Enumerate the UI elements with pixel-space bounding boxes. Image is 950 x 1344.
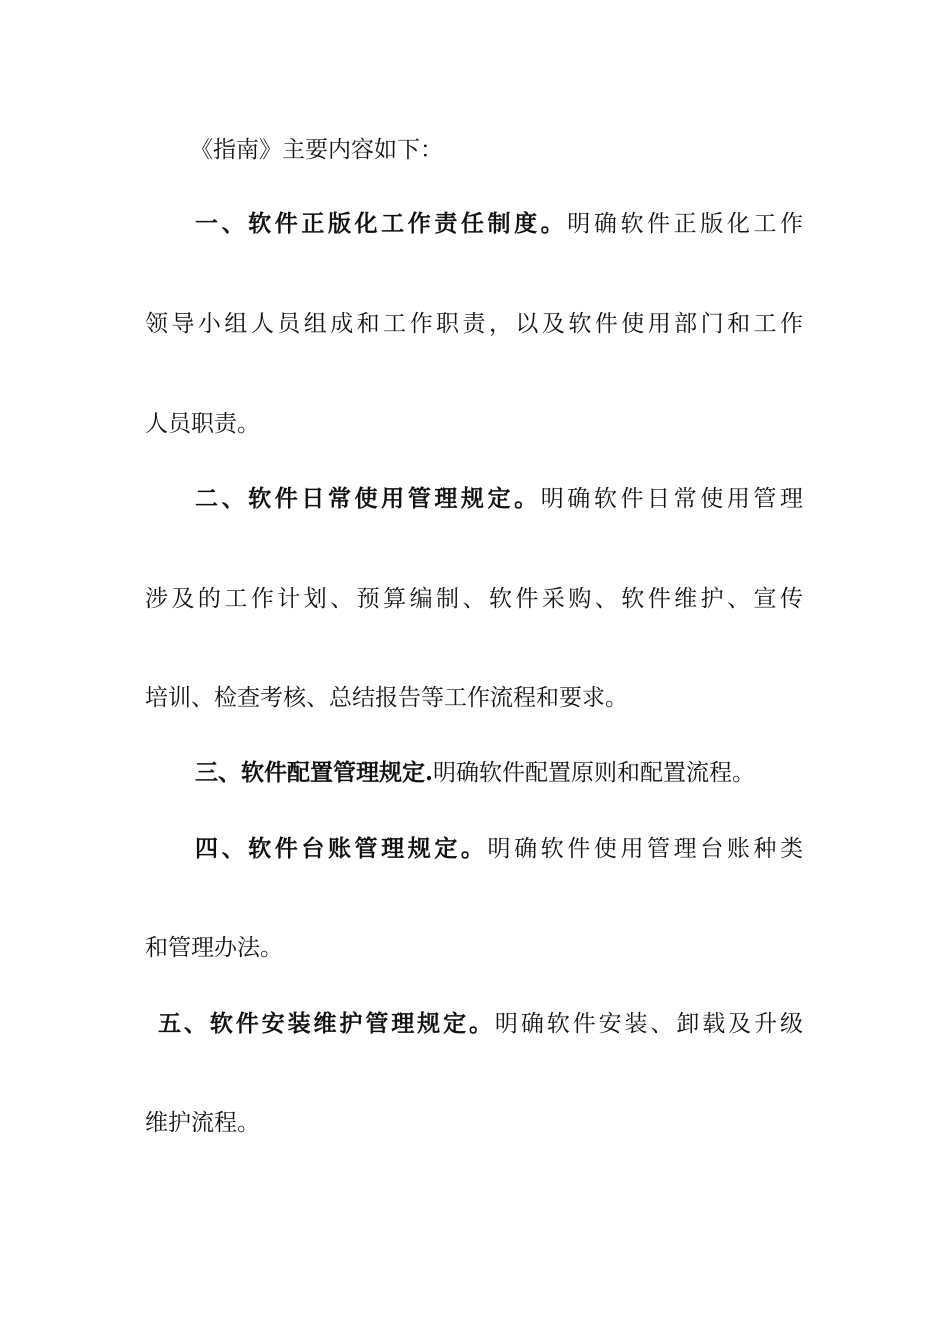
section-1-text: 明确软件正版化工作 <box>567 211 804 237</box>
section-3-heading: 三、软件配置管理规定. <box>195 759 434 786</box>
section-4-text-line-2: 和管理办法。 <box>145 935 283 961</box>
section-2-line-2 <box>145 584 803 614</box>
intro-line <box>190 135 443 165</box>
section-3-text: 明确软件配置原则和配置流程。 <box>433 760 756 786</box>
section-4-line-1 <box>195 834 803 864</box>
section-2-line-3 <box>145 683 628 713</box>
section-1-line-1 <box>195 209 803 239</box>
section-1-line-2 <box>145 309 803 339</box>
section-3-line-1 <box>195 758 755 788</box>
intro-text: 《指南》主要内容如下： <box>190 137 443 163</box>
section-5-line-2 <box>145 1108 260 1138</box>
section-1-heading: 一、软件正版化工作责任制度。 <box>195 210 568 237</box>
section-2-text: 明确软件日常使用管理 <box>540 486 804 512</box>
section-2-text-line-3: 培训、检查考核、总结报告等工作流程和要求。 <box>145 685 628 711</box>
section-4-text: 明确软件使用管理台账种类 <box>487 836 804 862</box>
section-1-text-line-3: 人员职责。 <box>145 411 260 437</box>
section-5-text: 明确软件安装、卸载及升级 <box>494 1011 804 1037</box>
section-5-text-line-2: 维护流程。 <box>145 1110 260 1136</box>
section-1-line-3 <box>145 409 260 439</box>
section-4-line-2 <box>145 933 283 963</box>
section-4-heading: 四、软件台账管理规定。 <box>195 835 488 862</box>
section-2-text-line-2: 涉及的工作计划、预算编制、软件采购、软件维护、宣传 <box>145 586 803 612</box>
section-5-heading: 五、软件安装维护管理规定。 <box>158 1010 495 1037</box>
section-5-line-1 <box>158 1009 803 1039</box>
section-2-heading: 二、软件日常使用管理规定。 <box>195 485 541 512</box>
section-2-line-1 <box>195 484 803 514</box>
section-1-text-line-2: 领导小组人员组成和工作职责，以及软件使用部门和工作 <box>145 311 803 337</box>
